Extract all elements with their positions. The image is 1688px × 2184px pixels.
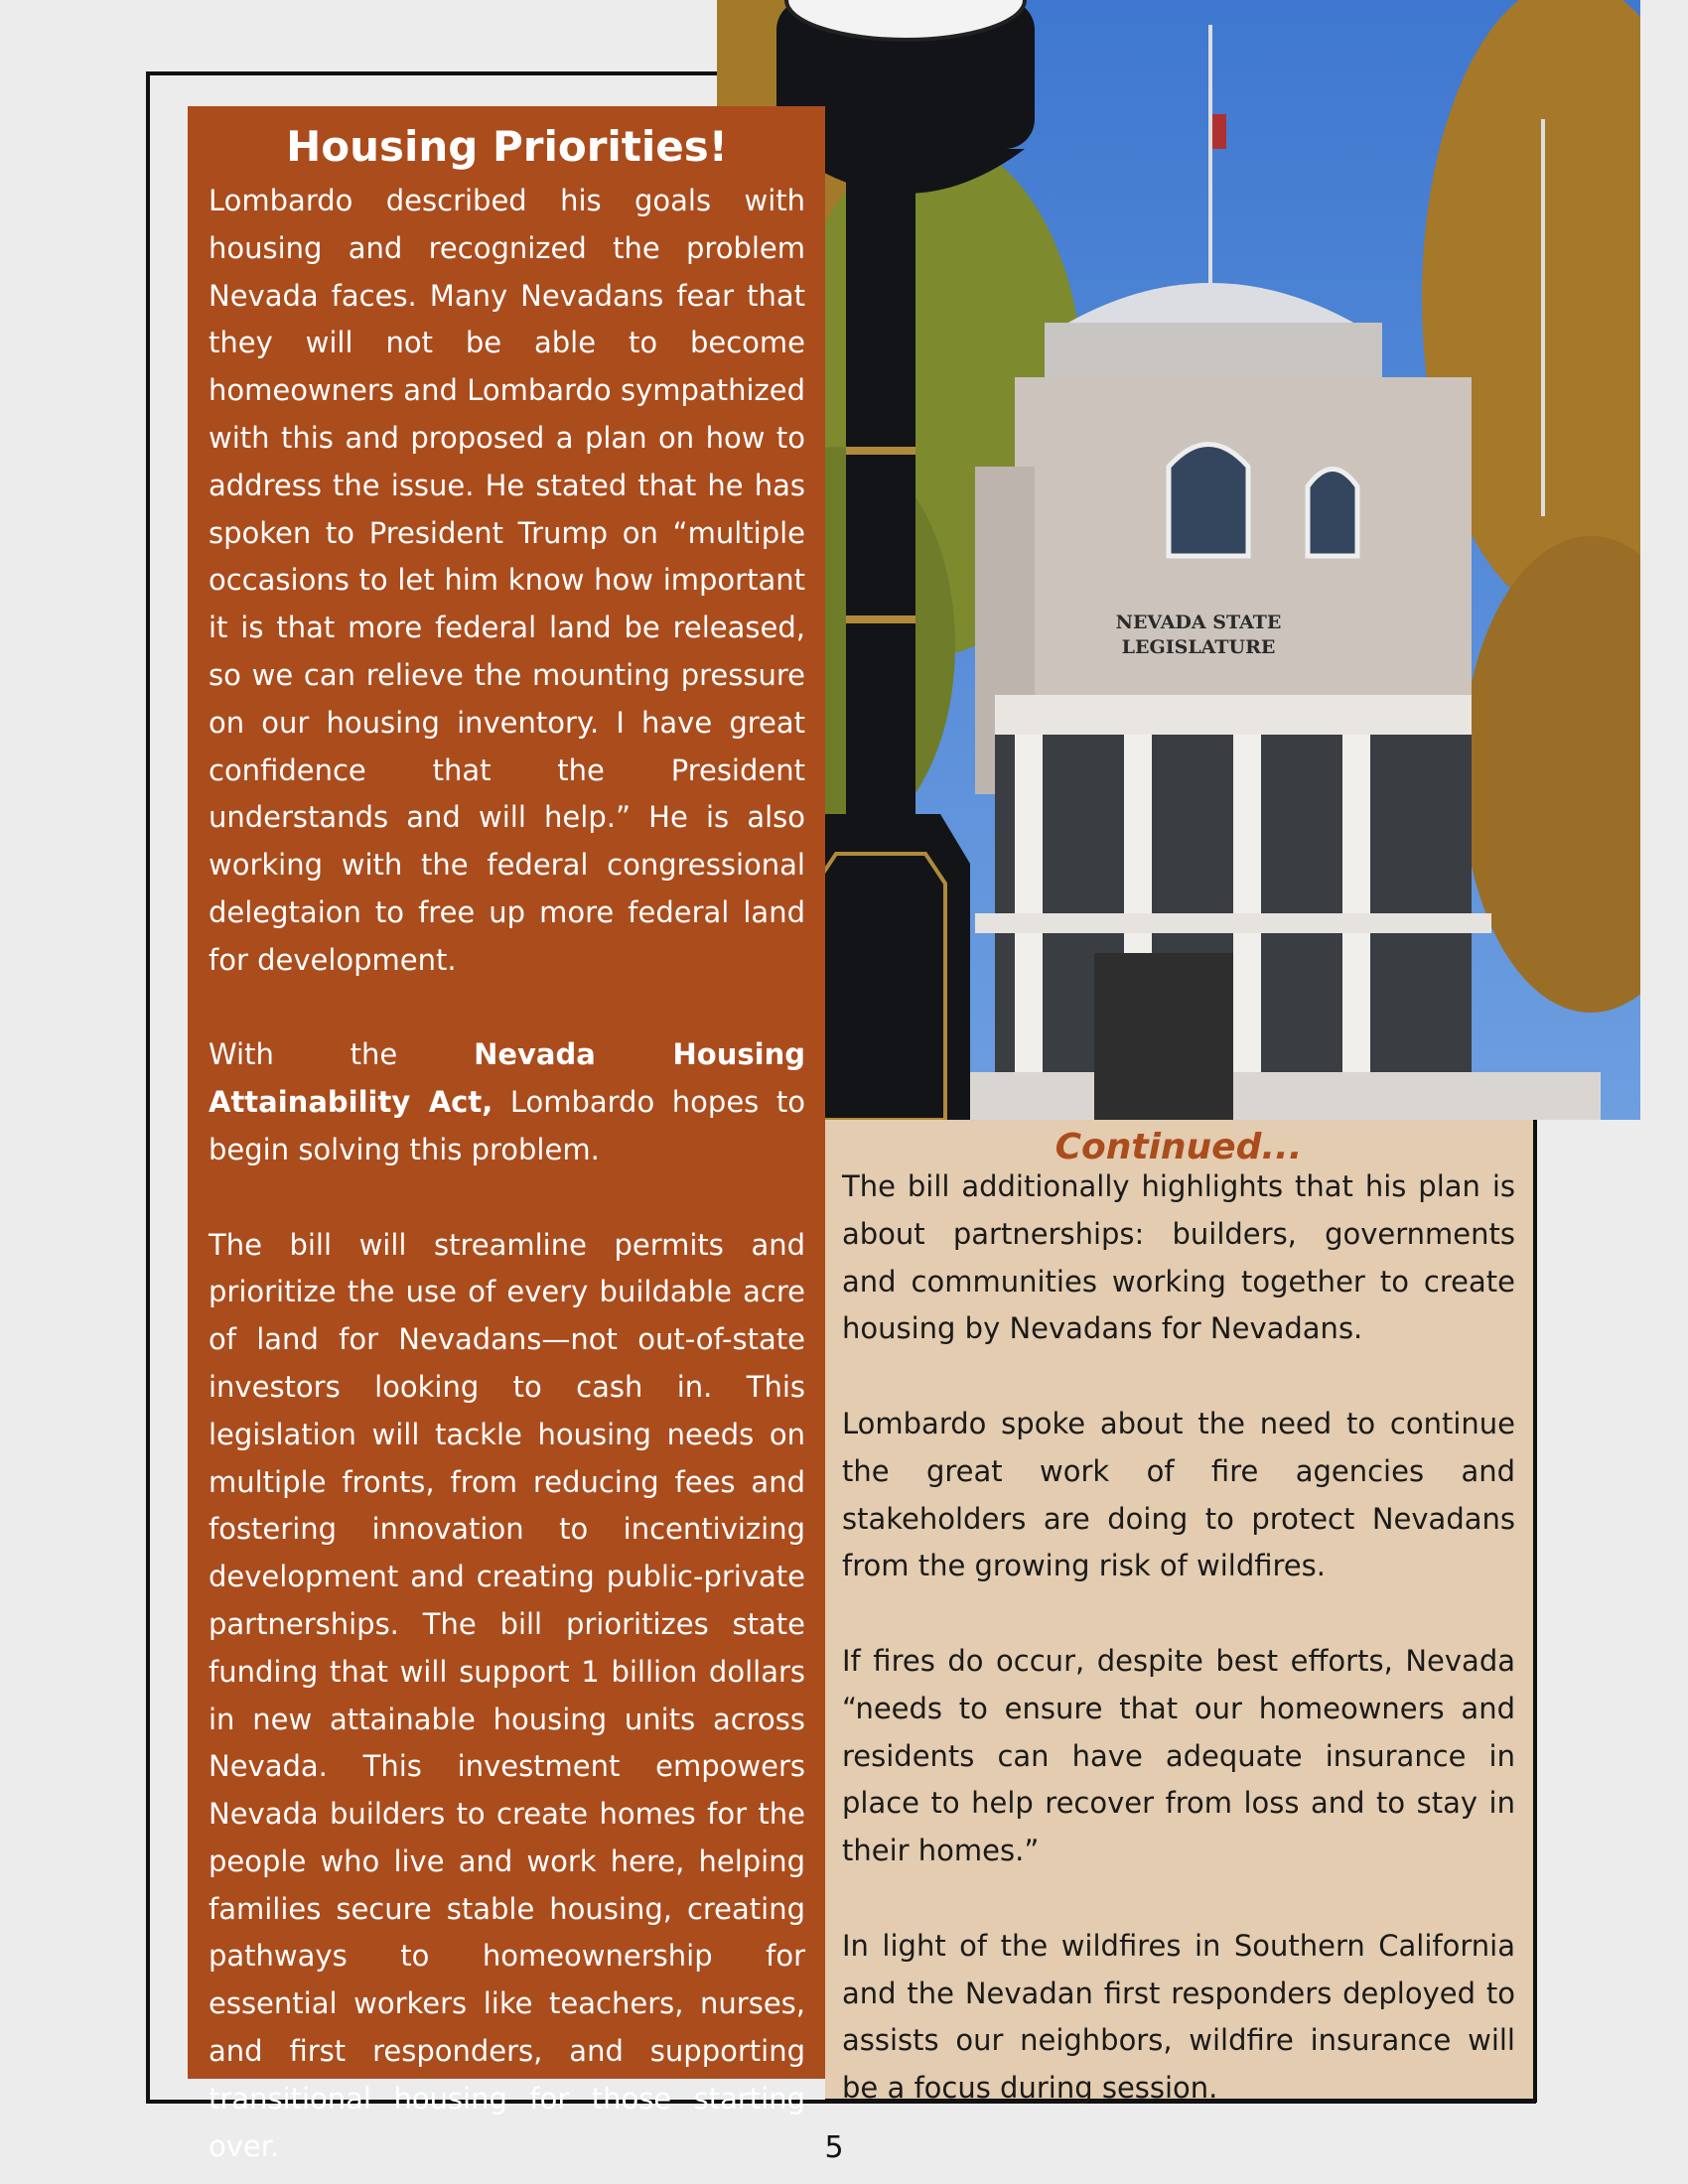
legislature-building-image bbox=[717, 0, 1640, 1120]
paragraph-spacer bbox=[842, 1875, 1515, 1923]
para2-suffix: Lombardo hopes to begin solving this problem. bbox=[209, 1085, 805, 1166]
housing-paragraph-3: The bill will streamline permits and prioritize the use of every buildable acre of land for Nevadans—not out-of-state investors looking to cash in. This legislation will tackle housing needs on multiple fronts, from reducing fees and fostering innovation to incentivizing development and creating public-private partnerships. The bill prioritizes state funding that will support 1 billion dollars in new attainable housing units across Nevada. This investment empowers Nevada builders to create homes for the people who live and work here, helping families secure stable housing, creating pathways to homeownership for essential workers like teachers, nurses, and first responders, and supporting transitional housing for those starting over. bbox=[209, 1227, 805, 2163]
continued-title: Continued... bbox=[1055, 1127, 1303, 1167]
paragraph-spacer bbox=[842, 1590, 1515, 1638]
page-number: 5 bbox=[824, 2130, 844, 2165]
housing-priorities-panel bbox=[188, 106, 825, 2163]
continued-paragraph-1: The bill additionally highlights that his plan is about partnerships: builders, governments and communities working together to create housing by Nevadans for Nevadans. bbox=[842, 1169, 1515, 1346]
para2-prefix: With the bbox=[209, 1037, 475, 1072]
housing-paragraph-2 bbox=[209, 1031, 805, 1173]
paragraph-spacer bbox=[209, 985, 805, 1032]
continued-paragraph-2: Lombardo spoke about the need to continue the great work of fire agencies and stakeholders are doing to protect Nevadans from the growing risk of wildfires. bbox=[842, 1406, 1515, 1583]
paragraph-spacer bbox=[209, 1174, 805, 1222]
legislature-photo bbox=[717, 0, 1640, 1120]
sign-line-1: NEVADA STATE bbox=[1115, 612, 1282, 633]
sign-line-2: LEGISLATURE bbox=[1121, 636, 1276, 658]
housing-act-name: Nevada Housing Attainability Act, bbox=[209, 1037, 805, 1120]
paragraph-spacer bbox=[842, 1353, 1515, 1401]
continued-panel bbox=[825, 1120, 1537, 2106]
housing-priorities-title: Housing Priorities! bbox=[286, 122, 728, 171]
continued-paragraph-4: In light of the wildfires in Southern California and the Nevadan first responders deployed to assists our neighbors, wildfire insurance will be a focus during session. bbox=[842, 1928, 1515, 2106]
continued-paragraph-3: If fires do occur, despite best efforts, Nevada “needs to ensure that our homeowners and residents can have adequate insurance in place to help recover from loss and to stay in their homes.” bbox=[842, 1643, 1515, 1868]
housing-paragraph-1: Lombardo described his goals with housing and recognized the problem Nevada faces. Many Nevadans fear that they will not be able to become homeowners and Lombardo sympathized with this and proposed a plan on how to address the issue. He stated that he has spoken to President Trump on “multiple occasions to let him know how important it is that more federal land be released, so we can relieve the mounting pressure on our housing inventory. I have great confidence that the President understands and will help.” He is also working with the federal congressional delegtaion to free up more federal land for development. bbox=[209, 184, 805, 977]
